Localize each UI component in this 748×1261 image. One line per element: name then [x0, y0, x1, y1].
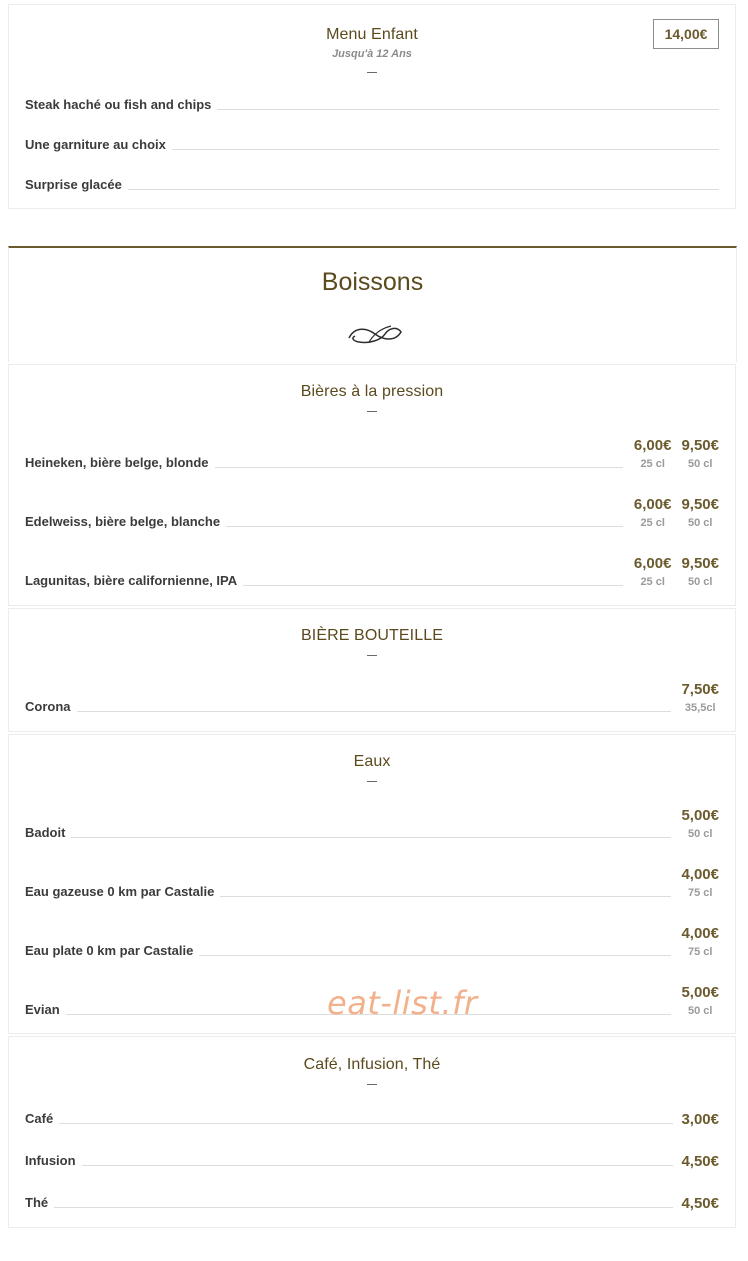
item-name: Surprise glacée [25, 177, 128, 193]
item-name: Café [25, 1111, 59, 1127]
list-item [25, 496, 719, 530]
volume: 75 cl [687, 946, 713, 958]
biere-bouteille-card [8, 608, 736, 732]
watermark: eat-list.fr [327, 984, 478, 1022]
price: 5,00€ [681, 984, 719, 1001]
boissons-header [8, 246, 737, 362]
price-group [681, 925, 719, 961]
list-item [25, 1149, 719, 1169]
menu-enfant-title: Menu Enfant [326, 26, 418, 43]
divider-dash [367, 655, 377, 656]
item-name: Edelweiss, bière belge, blanche [25, 514, 226, 530]
list-item [25, 555, 719, 589]
price: 4,00€ [681, 866, 719, 883]
list-item [25, 1107, 719, 1127]
menu-enfant-price: 14,00€ [653, 19, 719, 49]
volume: 35,5cl [684, 702, 716, 714]
volume: 25 cl [640, 576, 665, 588]
list-item [25, 925, 719, 959]
dotted-leader [25, 1165, 673, 1166]
divider-dash [367, 781, 377, 782]
list-item [25, 1191, 719, 1211]
divider-dash [367, 72, 377, 73]
volume: 25 cl [640, 458, 665, 470]
list-item [25, 437, 719, 471]
price: 4,00€ [681, 925, 719, 942]
price: 4,50€ [675, 1195, 719, 1212]
divider-dash [367, 1084, 377, 1085]
price-group [634, 496, 719, 532]
menu-enfant-card [8, 4, 736, 209]
volume: 50 cl [687, 828, 713, 840]
eaux-title: Eaux [353, 753, 391, 770]
dotted-leader [25, 1207, 673, 1208]
price: 6,00€ [633, 437, 672, 454]
item-name: Steak haché ou fish and chips [25, 97, 217, 113]
bieres-pression-title: Bières à la pression [300, 383, 444, 400]
dotted-leader [25, 837, 671, 838]
list-item [25, 133, 719, 153]
price-group [634, 555, 719, 591]
item-name: Heineken, bière belge, blonde [25, 455, 215, 471]
item-name: Eau gazeuse 0 km par Castalie [25, 884, 220, 900]
volume: 75 cl [687, 887, 713, 899]
volume: 50 cl [687, 517, 713, 529]
item-name: Eau plate 0 km par Castalie [25, 943, 199, 959]
divider-dash [367, 411, 377, 412]
price-group [634, 437, 719, 473]
price: 6,00€ [633, 555, 672, 572]
list-item [25, 93, 719, 113]
item-name: Corona [25, 699, 77, 715]
price: 9,50€ [681, 496, 719, 513]
bieres-pression-card [8, 364, 736, 606]
price: 5,00€ [681, 807, 719, 824]
list-item [25, 807, 719, 841]
item-name: Infusion [25, 1153, 82, 1169]
dotted-leader [25, 1123, 673, 1124]
price-group [681, 681, 719, 717]
volume: 50 cl [687, 1005, 713, 1017]
dotted-leader [25, 189, 719, 190]
volume: 25 cl [640, 517, 665, 529]
volume: 50 cl [687, 458, 713, 470]
price-group [681, 866, 719, 902]
section-title: Boissons [321, 268, 424, 296]
price-group [681, 984, 719, 1020]
item-name: Une garniture au choix [25, 137, 172, 153]
cafe-title: Café, Infusion, Thé [303, 1056, 441, 1073]
volume: 50 cl [687, 576, 713, 588]
price: 3,00€ [675, 1111, 719, 1128]
list-item [25, 173, 719, 193]
cafe-card [8, 1036, 736, 1228]
price: 6,00€ [633, 496, 672, 513]
price: 4,50€ [675, 1153, 719, 1170]
flourish-icon [345, 320, 405, 348]
biere-bouteille-title: BIÈRE BOUTEILLE [301, 627, 443, 644]
price-group [681, 807, 719, 843]
list-item [25, 681, 719, 715]
dotted-leader [25, 711, 671, 712]
item-name: Lagunitas, bière californienne, IPA [25, 573, 243, 589]
item-name: Thé [25, 1195, 54, 1211]
price: 9,50€ [681, 437, 719, 454]
item-name: Evian [25, 1002, 66, 1018]
list-item [25, 866, 719, 900]
menu-enfant-subtitle: Jusqu'à 12 Ans [332, 48, 412, 60]
item-name: Badoit [25, 825, 71, 841]
price: 9,50€ [681, 555, 719, 572]
price: 7,50€ [681, 681, 719, 698]
